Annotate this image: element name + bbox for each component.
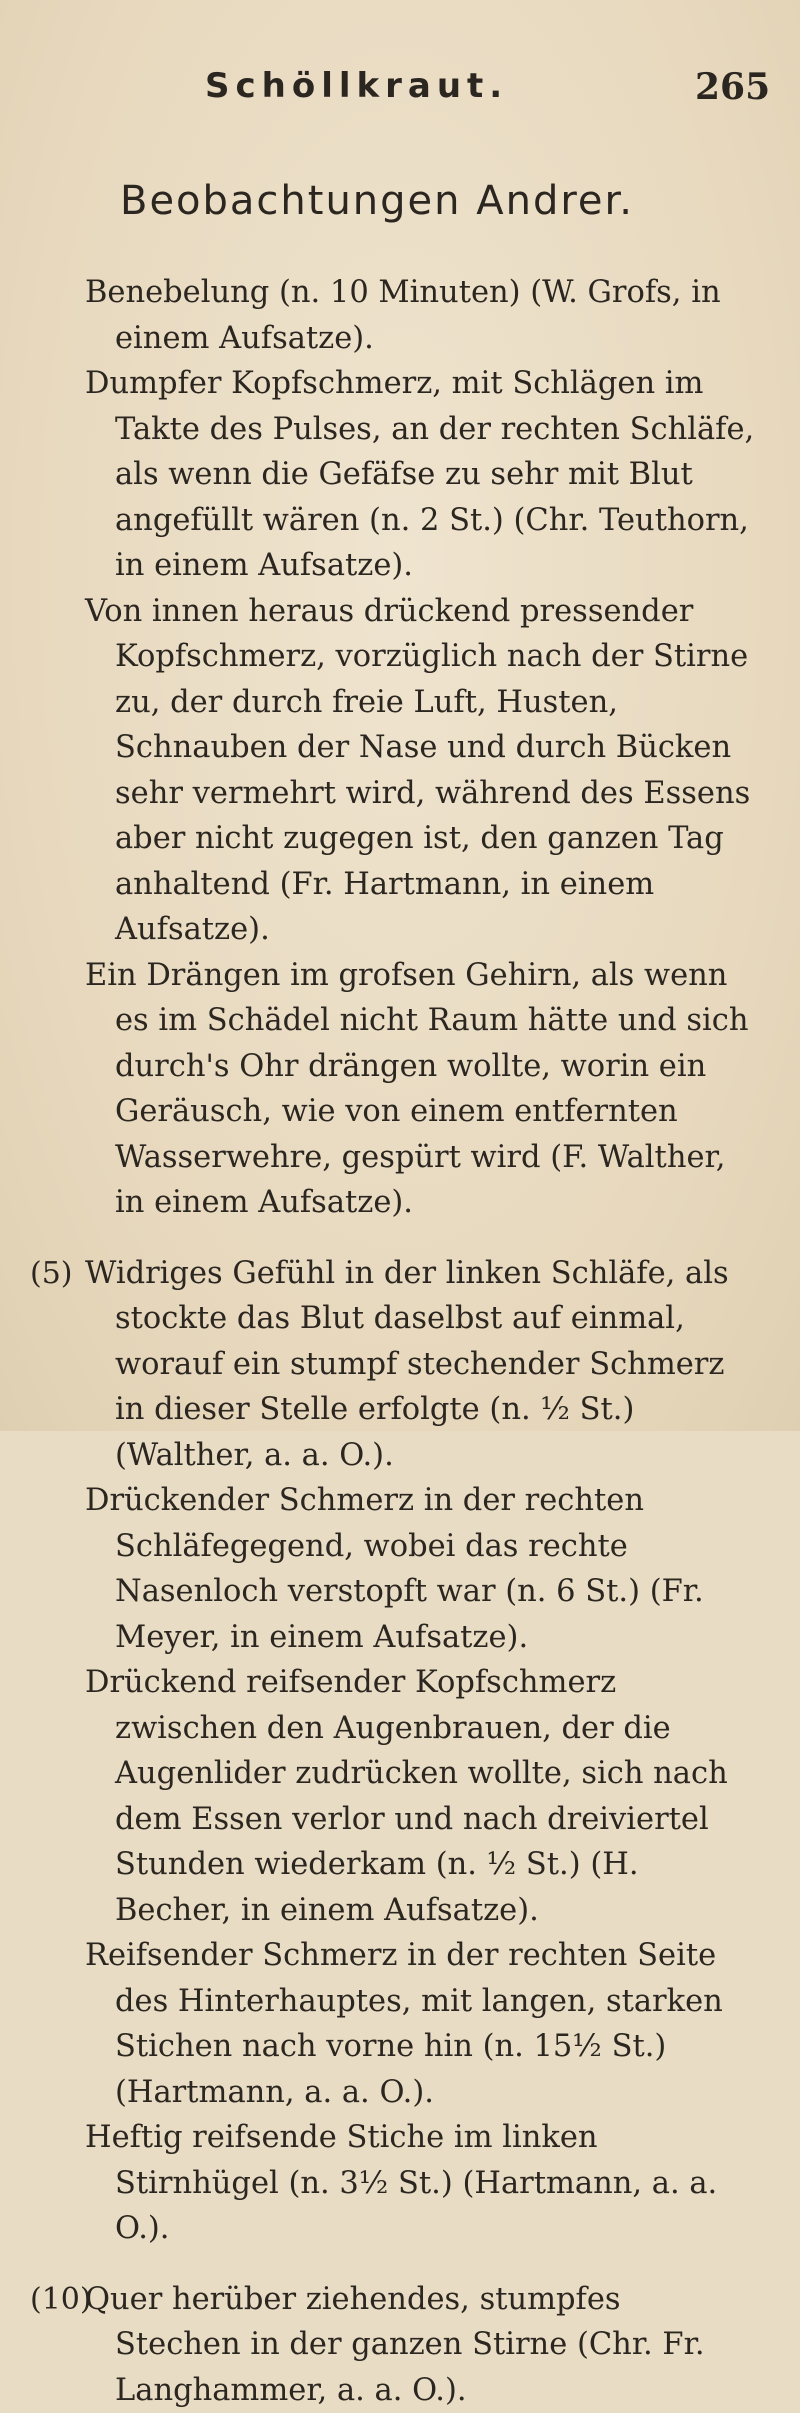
- entry-number: (10): [30, 2277, 92, 2323]
- symptom-entry: [0, 2277, 800, 2413]
- entry-text: Drückend reifsender Kopfschmerz zwischen den Augenbrauen, der die Augenlider zudrücken wollte, sich nach dem Essen verlor und nach dreiviertel Stunden wiederkam (n. ½ St.) (H. Becher, in einem Aufsatze).: [85, 1665, 728, 1928]
- entry-text: Widriges Gefühl in der linken Schläfe, als stockte das Blut daselbst auf einmal, worauf ein stumpf stechender Schmerz in dieser Stelle erfolgte (n. ½ St.) (Walther, a. a. O.).: [85, 1256, 729, 1473]
- entry-text: Dumpfer Kopfschmerz, mit Schlägen im Takte des Pulses, an der rechten Schläfe, als wenn die Gefäfse zu sehr mit Blut angefüllt wären (n. 2 St.) (Chr. Teuthorn, in einem Aufsatze).: [85, 366, 754, 583]
- symptom-entry: [0, 1933, 800, 2115]
- entry-text: Reifsender Schmerz in der rechten Seite des Hinterhauptes, mit langen, starken Stichen nach vorne hin (n. 15½ St.) (Hartmann, a. a. O.).: [85, 1938, 723, 2110]
- entry-text: Drückender Schmerz in der rechten Schläfegegend, wobei das rechte Nasenloch verstopft war (n. 6 St.) (Fr. Meyer, in einem Aufsatze).: [85, 1483, 704, 1655]
- entry-text: Quer herüber ziehendes, stumpfes Stechen in der ganzen Stirne (Chr. Fr. Langhammer, a. a. O.).: [85, 2282, 705, 2408]
- entry-text: Von innen heraus drückend pressender Kopfschmerz, vorzüglich nach der Stirne zu, der durch freie Luft, Husten, Schnauben der Nase und durch Bücken sehr vermehrt wird, während des Essens aber nicht zugegen ist, den ganzen Tag anhaltend (Fr. Hartmann, in einem Aufsatze).: [85, 594, 750, 948]
- page-number: 265: [695, 66, 770, 108]
- running-title: Schöllkraut.: [205, 66, 508, 106]
- section-heading: Beobachtungen Andrer.: [120, 178, 634, 224]
- symptom-entry: [0, 1660, 800, 1933]
- page-header: [0, 66, 800, 116]
- symptom-list: [0, 270, 800, 2413]
- symptom-entry: [0, 1251, 800, 1479]
- entry-number: (5): [30, 1251, 73, 1297]
- symptom-entry: [0, 2115, 800, 2252]
- entry-text: Heftig reifsende Stiche im linken Stirnhügel (n. 3½ St.) (Hartmann, a. a. O.).: [85, 2120, 717, 2246]
- symptom-entry: [0, 361, 800, 589]
- symptom-entry: [0, 270, 800, 361]
- entry-text: Ein Drängen im grofsen Gehirn, als wenn es im Schädel nicht Raum hätte und sich durch's Ohr drängen wollte, worin ein Geräusch, wie von einem entfernten Wasserwehre, gespürt wird (F. Walther, in einem Aufsatze).: [85, 958, 749, 1221]
- symptom-entry: [0, 589, 800, 953]
- symptom-entry: [0, 1478, 800, 1660]
- entry-text: Benebelung (n. 10 Minuten) (W. Grofs, in einem Aufsatze).: [85, 275, 721, 356]
- symptom-entry: [0, 953, 800, 1226]
